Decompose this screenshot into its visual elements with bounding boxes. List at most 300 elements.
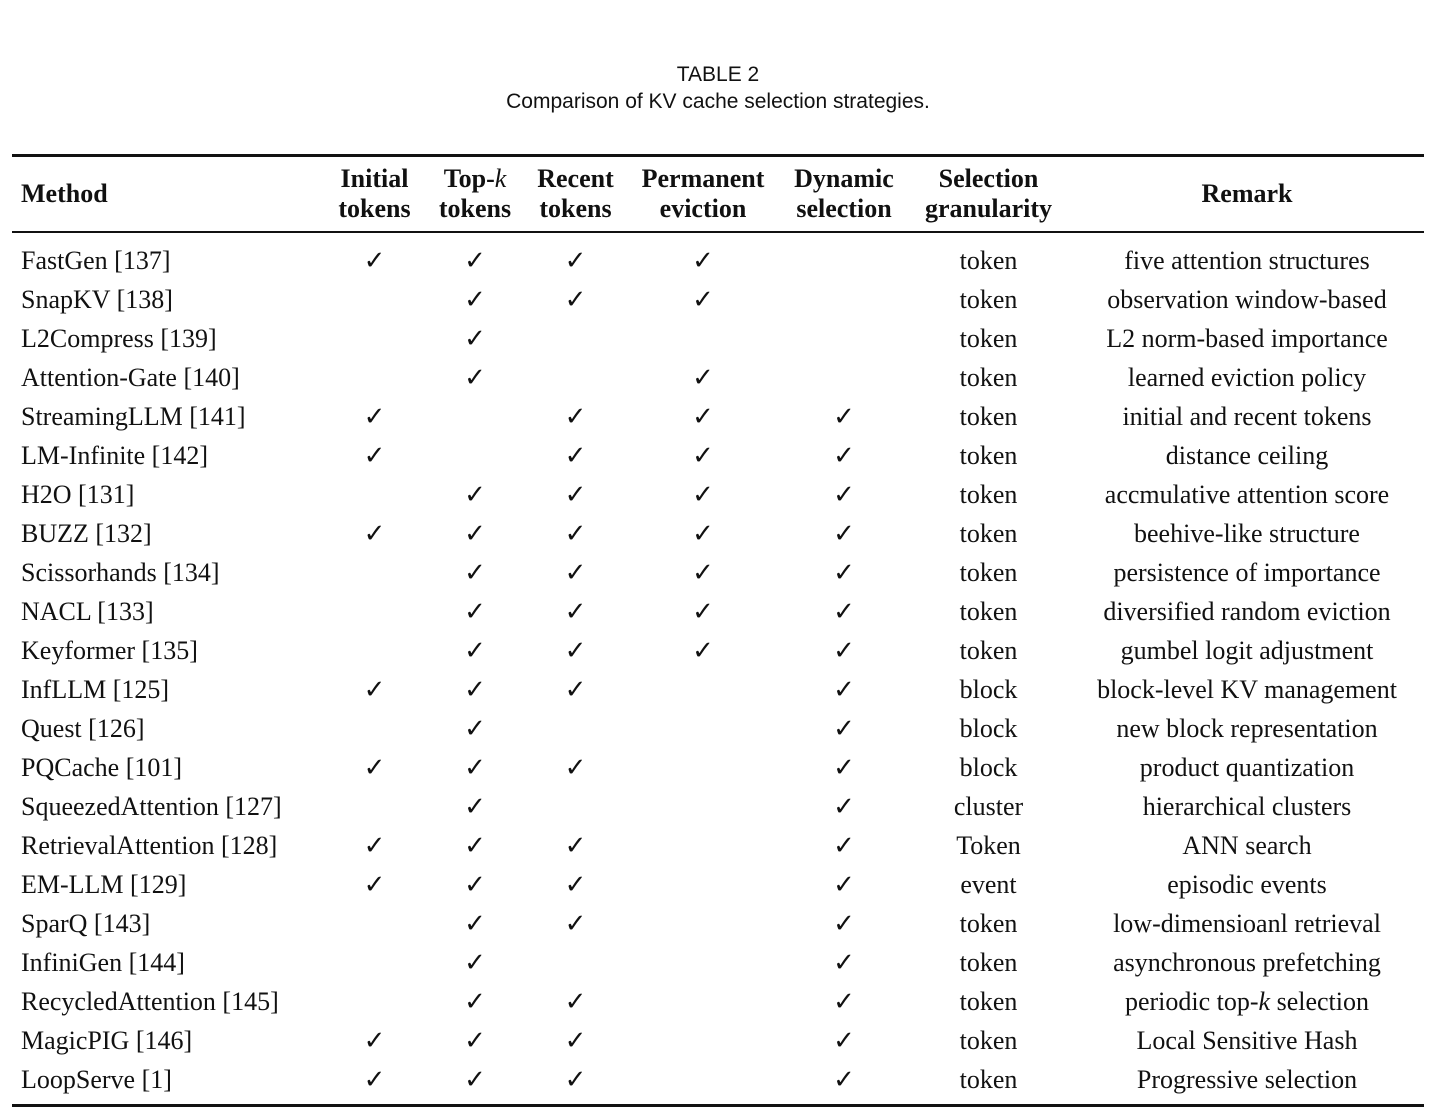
checkmark-icon: ✓ (692, 596, 714, 626)
remark-cell: new block representation (1116, 713, 1378, 743)
checkmark-icon: ✓ (692, 557, 714, 587)
dynamic-cell (781, 475, 907, 514)
initial-cell (325, 748, 424, 787)
method-cell: LM-Infinite [142] (21, 440, 209, 470)
initial-cell (325, 865, 424, 904)
granularity-cell: token (959, 947, 1018, 977)
checkmark-icon: ✓ (464, 713, 486, 743)
remark-cell: diversified random eviction (1103, 596, 1391, 626)
header-recent-line1: Recent (537, 164, 614, 193)
dynamic-cell (781, 397, 907, 436)
granularity-cell: token (959, 635, 1018, 665)
remark-cell: initial and recent tokens (1122, 401, 1372, 431)
granularity-cell: token (959, 440, 1018, 470)
method-cell: Attention-Gate [140] (21, 362, 240, 392)
permanent-cell (625, 748, 781, 787)
header-permanent-line2: eviction (659, 194, 747, 223)
checkmark-icon: ✓ (363, 401, 386, 431)
remark-cell: observation window-based (1107, 284, 1387, 314)
checkmark-icon: ✓ (564, 557, 587, 587)
initial-cell (325, 592, 424, 631)
checkmark-icon: ✓ (564, 986, 587, 1016)
method-cell: InfLLM [125] (21, 674, 170, 704)
checkmark-icon: ✓ (363, 245, 386, 275)
header-recent-line2: tokens (539, 194, 612, 223)
checkmark-icon: ✓ (464, 752, 486, 782)
remark-cell (1070, 982, 1424, 1021)
table-row (12, 553, 1424, 592)
granularity-cell: event (960, 869, 1017, 899)
permanent-cell (625, 436, 781, 475)
checkmark-icon: ✓ (464, 674, 486, 704)
recent-cell (526, 865, 625, 904)
topk-cell (424, 319, 526, 358)
checkmark-icon: ✓ (464, 830, 486, 860)
remark-cell: L2 norm-based importance (1106, 323, 1388, 353)
granularity-cell: block (959, 752, 1018, 782)
granularity-cell: token (959, 986, 1018, 1016)
granularity-cell: token (959, 1064, 1018, 1094)
remark-cell: asynchronous prefetching (1113, 947, 1381, 977)
initial-cell (325, 280, 424, 319)
initial-cell (325, 631, 424, 670)
initial-cell (325, 943, 424, 982)
recent-cell (526, 358, 625, 397)
table-row (12, 865, 1424, 904)
permanent-cell (625, 982, 781, 1021)
dynamic-cell (781, 670, 907, 709)
header-topk-line1 (424, 164, 526, 194)
granularity-cell: block (959, 713, 1018, 743)
topk-cell (424, 709, 526, 748)
granularity-cell: block (959, 674, 1018, 704)
remark-cell: Local Sensitive Hash (1136, 1025, 1358, 1055)
granularity-cell: token (959, 518, 1018, 548)
checkmark-icon: ✓ (692, 284, 714, 314)
bottom-rule (12, 1104, 1424, 1107)
remark-cell: accmulative attention score (1104, 479, 1390, 509)
checkmark-icon: ✓ (692, 518, 714, 548)
initial-cell (325, 1021, 424, 1060)
method-cell: PQCache [101] (21, 752, 183, 782)
remark-part: selection (1270, 986, 1370, 1016)
initial-cell (325, 475, 424, 514)
dynamic-cell (781, 358, 907, 397)
recent-cell (526, 982, 625, 1021)
checkmark-icon: ✓ (692, 635, 714, 665)
header-method: Method (21, 179, 108, 208)
checkmark-icon: ✓ (363, 869, 386, 899)
recent-cell (526, 709, 625, 748)
permanent-cell (625, 475, 781, 514)
table-row (12, 826, 1424, 865)
checkmark-icon: ✓ (692, 245, 714, 275)
permanent-cell (625, 943, 781, 982)
checkmark-icon: ✓ (363, 752, 386, 782)
checkmark-icon: ✓ (464, 596, 486, 626)
comparison-table (12, 157, 1424, 1099)
topk-cell (424, 670, 526, 709)
header-remark: Remark (1201, 179, 1293, 208)
checkmark-icon: ✓ (363, 440, 386, 470)
recent-cell (526, 475, 625, 514)
header-dynamic-line2: selection (796, 194, 892, 223)
topk-cell (424, 904, 526, 943)
topk-cell (424, 826, 526, 865)
recent-cell (526, 787, 625, 826)
checkmark-icon: ✓ (833, 674, 855, 704)
recent-cell (526, 748, 625, 787)
header-permanent-line1: Permanent (641, 164, 765, 193)
table-row (12, 748, 1424, 787)
recent-cell (526, 231, 625, 280)
checkmark-icon: ✓ (564, 752, 587, 782)
remark-cell: episodic events (1167, 869, 1327, 899)
header-topk-tokens (424, 157, 526, 231)
permanent-cell (625, 670, 781, 709)
table-row (12, 231, 1424, 280)
topk-cell (424, 865, 526, 904)
granularity-cell: token (959, 401, 1018, 431)
checkmark-icon: ✓ (564, 479, 587, 509)
checkmark-icon: ✓ (692, 401, 714, 431)
remark-cell: persistence of importance (1113, 557, 1381, 587)
header-initial-line2: tokens (338, 194, 411, 223)
table-row (12, 787, 1424, 826)
permanent-cell (625, 826, 781, 865)
initial-cell (325, 904, 424, 943)
checkmark-icon: ✓ (464, 323, 486, 353)
permanent-cell (625, 319, 781, 358)
table-body (12, 231, 1424, 1099)
table-row (12, 631, 1424, 670)
initial-cell (325, 1060, 424, 1099)
table-row (12, 709, 1424, 748)
header-topk-line2: tokens (438, 194, 512, 223)
method-cell: MagicPIG [146] (21, 1025, 193, 1055)
dynamic-cell (781, 514, 907, 553)
topk-cell (424, 231, 526, 280)
checkmark-icon: ✓ (464, 791, 486, 821)
recent-cell (526, 397, 625, 436)
checkmark-icon: ✓ (692, 440, 714, 470)
table-row (12, 1021, 1424, 1060)
table-row (12, 475, 1424, 514)
table-row (12, 904, 1424, 943)
dynamic-cell (781, 943, 907, 982)
topk-cell (424, 592, 526, 631)
remark-cell: low-dimensioanl retrieval (1113, 908, 1381, 938)
topk-cell (424, 397, 526, 436)
permanent-cell (625, 631, 781, 670)
dynamic-cell (781, 1021, 907, 1060)
topk-cell (424, 982, 526, 1021)
recent-cell (526, 670, 625, 709)
checkmark-icon: ✓ (833, 596, 855, 626)
table-row (12, 943, 1424, 982)
header-recent-tokens (526, 157, 625, 231)
permanent-cell (625, 904, 781, 943)
table-row (12, 397, 1424, 436)
checkmark-icon: ✓ (464, 479, 486, 509)
dynamic-cell (781, 631, 907, 670)
table-row (12, 319, 1424, 358)
dynamic-cell (781, 280, 907, 319)
checkmark-icon: ✓ (464, 908, 486, 938)
recent-cell (526, 631, 625, 670)
checkmark-icon: ✓ (833, 830, 855, 860)
table-row (12, 982, 1424, 1021)
checkmark-icon: ✓ (363, 518, 386, 548)
remark-cell: Progressive selection (1136, 1064, 1358, 1094)
remark-cell: product quantization (1139, 752, 1355, 782)
header-dynamic-line1: Dynamic (794, 164, 894, 193)
method-cell: RecycledAttention [145] (21, 986, 279, 1016)
table-row (12, 514, 1424, 553)
dynamic-cell (781, 709, 907, 748)
table-row (12, 1060, 1424, 1099)
checkmark-icon: ✓ (564, 908, 587, 938)
checkmark-icon: ✓ (464, 635, 486, 665)
remark-cell: block-level KV management (1097, 674, 1397, 704)
checkmark-icon: ✓ (833, 947, 855, 977)
checkmark-icon: ✓ (564, 635, 587, 665)
topk-cell (424, 943, 526, 982)
method-cell: H2O [131] (21, 479, 135, 509)
dynamic-cell (781, 904, 907, 943)
permanent-cell (625, 231, 781, 280)
table-row (12, 280, 1424, 319)
recent-cell (526, 436, 625, 475)
dynamic-cell (781, 982, 907, 1021)
method-cell: InfiniGen [144] (21, 947, 185, 977)
recent-cell (526, 943, 625, 982)
method-cell: StreamingLLM [141] (21, 401, 246, 431)
checkmark-icon: ✓ (692, 362, 714, 392)
checkmark-icon: ✓ (464, 245, 486, 275)
table-label: TABLE 2 (676, 63, 760, 86)
initial-cell (325, 787, 424, 826)
method-cell: FastGen [137] (21, 245, 171, 275)
table-row (12, 592, 1424, 631)
topk-cell (424, 553, 526, 592)
dynamic-cell (781, 231, 907, 280)
checkmark-icon: ✓ (833, 986, 855, 1016)
checkmark-icon: ✓ (564, 401, 587, 431)
dynamic-cell (781, 787, 907, 826)
recent-cell (526, 319, 625, 358)
checkmark-icon: ✓ (464, 518, 486, 548)
checkmark-icon: ✓ (464, 986, 486, 1016)
permanent-cell (625, 358, 781, 397)
checkmark-icon: ✓ (363, 1064, 386, 1094)
dynamic-cell (781, 865, 907, 904)
topk-cell (424, 358, 526, 397)
topk-cell (424, 475, 526, 514)
checkmark-icon: ✓ (564, 1064, 587, 1094)
header-row (12, 157, 1424, 231)
table-caption: Comparison of KV cache selection strategies. (506, 90, 930, 113)
granularity-cell: Token (956, 830, 1021, 860)
permanent-cell (625, 865, 781, 904)
header-granularity-line2: granularity (924, 194, 1053, 223)
method-cell: SnapKV [138] (21, 284, 173, 314)
initial-cell (325, 709, 424, 748)
checkmark-icon: ✓ (833, 440, 855, 470)
permanent-cell (625, 1060, 781, 1099)
remark-cell: gumbel logit adjustment (1120, 635, 1374, 665)
initial-cell (325, 231, 424, 280)
checkmark-icon: ✓ (564, 596, 587, 626)
method-cell: SqueezedAttention [127] (21, 791, 282, 821)
initial-cell (325, 670, 424, 709)
permanent-cell (625, 280, 781, 319)
checkmark-icon: ✓ (692, 479, 714, 509)
topk-cell (424, 1021, 526, 1060)
permanent-cell (625, 1021, 781, 1060)
recent-cell (526, 1021, 625, 1060)
checkmark-icon: ✓ (833, 791, 855, 821)
granularity-cell: token (959, 245, 1018, 275)
checkmark-icon: ✓ (464, 557, 486, 587)
checkmark-icon: ✓ (833, 479, 855, 509)
method-cell: Scissorhands [134] (21, 557, 220, 587)
granularity-cell: token (959, 362, 1018, 392)
method-cell: NACL [133] (21, 596, 154, 626)
permanent-cell (625, 397, 781, 436)
remark-cell: ANN search (1182, 830, 1312, 860)
checkmark-icon: ✓ (833, 635, 855, 665)
topk-cell (424, 631, 526, 670)
method-cell: Keyformer [135] (21, 635, 198, 665)
dynamic-cell (781, 592, 907, 631)
checkmark-icon: ✓ (564, 518, 587, 548)
initial-cell (325, 397, 424, 436)
initial-cell (325, 319, 424, 358)
initial-cell (325, 826, 424, 865)
method-cell: EM-LLM [129] (21, 869, 187, 899)
checkmark-icon: ✓ (464, 947, 486, 977)
method-cell: Quest [126] (21, 713, 145, 743)
table-row (12, 670, 1424, 709)
permanent-cell (625, 787, 781, 826)
permanent-cell (625, 709, 781, 748)
initial-cell (325, 553, 424, 592)
topk-cell (424, 1060, 526, 1099)
header-permanent-eviction (625, 157, 781, 231)
checkmark-icon: ✓ (833, 1064, 855, 1094)
recent-cell (526, 280, 625, 319)
dynamic-cell (781, 748, 907, 787)
checkmark-icon: ✓ (564, 830, 587, 860)
granularity-cell: token (959, 284, 1018, 314)
permanent-cell (625, 553, 781, 592)
checkmark-icon: ✓ (833, 401, 855, 431)
topk-cell (424, 280, 526, 319)
remark-cell: hierarchical clusters (1142, 791, 1352, 821)
method-cell: LoopServe [1] (21, 1064, 172, 1094)
checkmark-icon: ✓ (464, 362, 486, 392)
topk-cell (424, 436, 526, 475)
remark-cell: beehive-like structure (1134, 518, 1360, 548)
remark-part: k (1258, 986, 1271, 1016)
checkmark-icon: ✓ (833, 752, 855, 782)
granularity-cell: token (959, 323, 1018, 353)
recent-cell (526, 592, 625, 631)
granularity-cell: token (959, 1025, 1018, 1055)
granularity-cell: token (959, 908, 1018, 938)
dynamic-cell (781, 1060, 907, 1099)
initial-cell (325, 436, 424, 475)
permanent-cell (625, 514, 781, 553)
checkmark-icon: ✓ (363, 1025, 386, 1055)
checkmark-icon: ✓ (464, 869, 486, 899)
checkmark-icon: ✓ (363, 674, 386, 704)
checkmark-icon: ✓ (464, 1025, 486, 1055)
topk-cell (424, 787, 526, 826)
remark-cell: distance ceiling (1165, 440, 1329, 470)
header-selection-granularity (907, 157, 1070, 231)
checkmark-icon: ✓ (833, 908, 855, 938)
header-dynamic-selection (781, 157, 907, 231)
method-cell: RetrievalAttention [128] (21, 830, 278, 860)
header-granularity-line1: Selection (938, 164, 1039, 193)
dynamic-cell (781, 553, 907, 592)
header-topk-k: k (494, 164, 507, 193)
header-initial-line1: Initial (340, 164, 409, 193)
method-cell: L2Compress [139] (21, 323, 217, 353)
checkmark-icon: ✓ (464, 284, 486, 314)
recent-cell (526, 514, 625, 553)
recent-cell (526, 904, 625, 943)
recent-cell (526, 826, 625, 865)
checkmark-icon: ✓ (564, 869, 587, 899)
checkmark-icon: ✓ (363, 830, 386, 860)
topk-cell (424, 748, 526, 787)
permanent-cell (625, 592, 781, 631)
checkmark-icon: ✓ (564, 245, 587, 275)
table-row (12, 436, 1424, 475)
granularity-cell: token (959, 596, 1018, 626)
checkmark-icon: ✓ (564, 284, 587, 314)
remark-part: periodic top- (1124, 986, 1259, 1016)
granularity-cell: token (959, 479, 1018, 509)
recent-cell (526, 1060, 625, 1099)
header-initial-tokens (325, 157, 424, 231)
granularity-cell: cluster (953, 791, 1024, 821)
initial-cell (325, 358, 424, 397)
checkmark-icon: ✓ (833, 518, 855, 548)
remark-cell: learned eviction policy (1127, 362, 1367, 392)
topk-cell (424, 514, 526, 553)
checkmark-icon: ✓ (564, 1025, 587, 1055)
checkmark-icon: ✓ (833, 713, 855, 743)
header-topk-prefix: Top- (443, 164, 495, 193)
checkmark-icon: ✓ (564, 440, 587, 470)
recent-cell (526, 553, 625, 592)
checkmark-icon: ✓ (464, 1064, 486, 1094)
initial-cell (325, 982, 424, 1021)
remark-cell: five attention structures (1124, 245, 1370, 275)
granularity-cell: token (959, 557, 1018, 587)
checkmark-icon: ✓ (833, 1025, 855, 1055)
checkmark-icon: ✓ (833, 869, 855, 899)
dynamic-cell (781, 826, 907, 865)
dynamic-cell (781, 436, 907, 475)
checkmark-icon: ✓ (833, 557, 855, 587)
initial-cell (325, 514, 424, 553)
table-row (12, 358, 1424, 397)
